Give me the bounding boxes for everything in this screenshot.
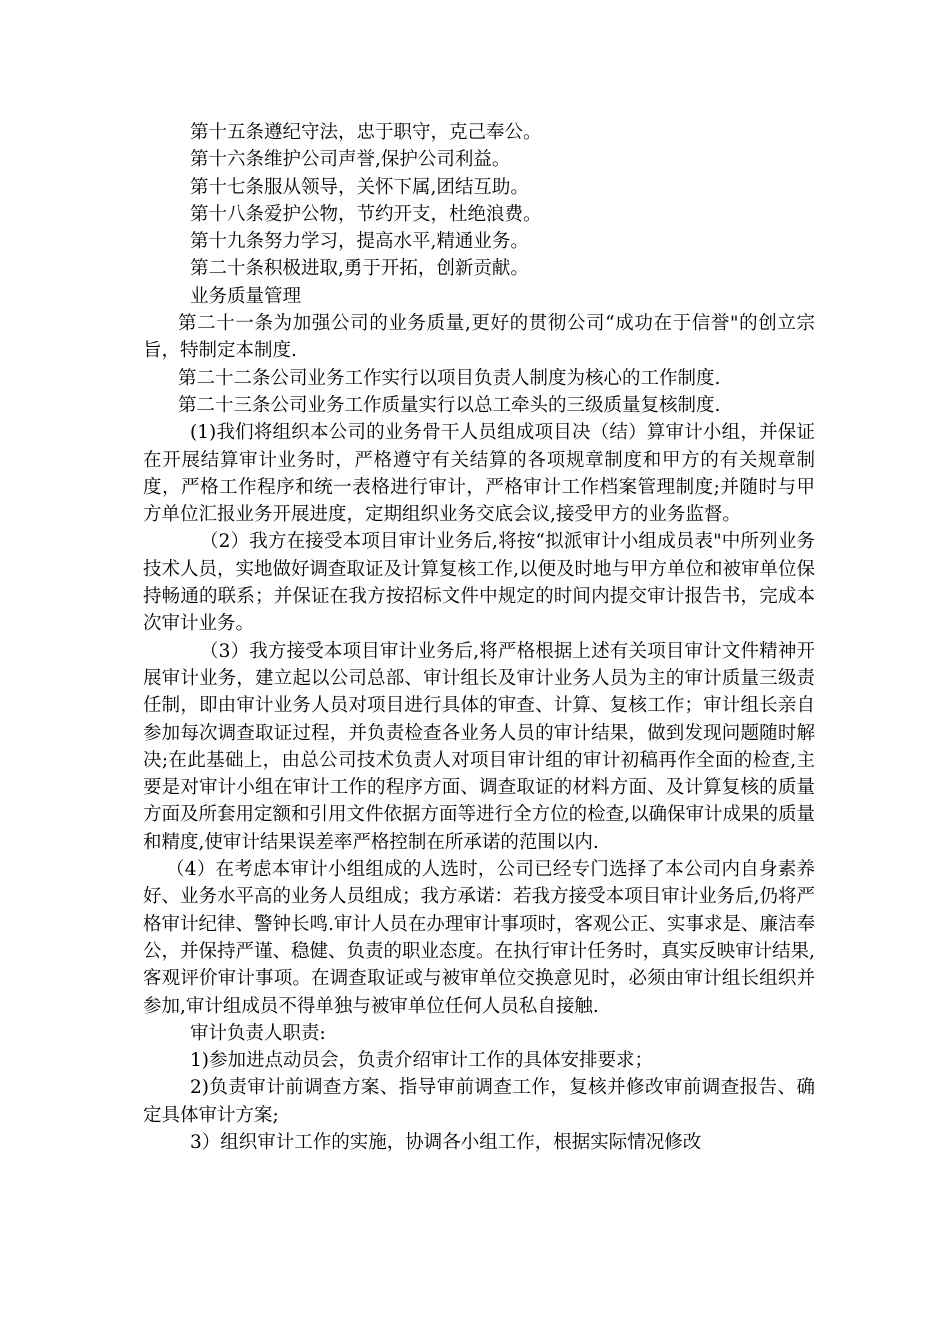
article-15: 第十五条遵纪守法，忠于职守，克己奉公。 [190,122,542,143]
document-body [143,119,815,1156]
article-20: 第二十条积极进取,勇于开拓，创新贡献。 [190,258,529,280]
clause-1: (1)我们将组织本公司的业务骨干人员组成项目决（结）算审计小组，并保证在开展结算审计业务时，严格遵守有关结算的各项规章制度和甲方的有关规章制度，严格工作程序和统一表格进行审计，严格审计工作档案管理制度;并随时与甲方单位汇报业务开展进度，定期组织业务交底会议,接受甲方的业务监督。 [143,422,815,526]
duty-2: 2)负责审计前调查方案、指导审前调查工作，复核并修改审前调查报告、确定具体审计方案; [143,1077,815,1126]
article-16: 第十六条维护公司声誉,保护公司利益。 [190,149,511,171]
article-23: 第二十三条公司业务工作质量实行以总工牵头的三级质量复核制度. [178,394,721,416]
clause-4: （4）在考虑本审计小组组成的人选时，公司已经专门选择了本公司内自身素养好、业务水平高的业务人员组成；我方承诺：若我方接受本项目审计业务后,仍将严格审计纪律、警钟长鸣.审计人员在办理审计事项时，客观公正、实事求是、廉洁奉公，并保持严谨、稳健、负责的职业态度。在执行审计任务时，真实反映审计结果,客观评价审计事项。在调查取证或与被审单位交换意见时，必须由审计组长组织并参加,审计组成员不得单独与被审单位任何人员私自接触. [143,859,815,1017]
responsibilities-heading: 审计负责人职责: [190,1022,326,1044]
article-17: 第十七条服从领导，关怀下属,团结互助。 [190,176,529,198]
clause-3: （3）我方接受本项目审计业务后,将严格根据上述有关项目审计文件精神开展审计业务，建立起以公司总部、审计组长及审计业务人员为主的审计质量三级责任制，即由审计业务人员对项目进行具体的审查、计算、复核工作；审计组长亲自参加每次调查取证过程，并负责检查各业务人员的审计结果，做到发现问题随时解决;在此基础上，由总公司技术负责人对项目审计组的审计初稿再作全面的检查,主要是对审计小组在审计工作的程序方面、调查取证的材料方面、及计算复核的质量方面及所套用定额和引用文件依据方面等进行全方位的检查,以确保审计成果的质量和精度,使审计结果误差率严格控制在所承诺的范围以内. [143,640,815,853]
article-18: 第十八条爱护公物，节约开支，杜绝浪费。 [190,203,542,225]
article-22: 第二十二条公司业务工作实行以项目负责人制度为核心的工作制度. [178,367,721,389]
clause-2: （2）我方在接受本项目审计业务后,将按“拟派审计小组成员表"中所列业务技术人员，实地做好调查取证及计算复核工作,以便及时地与甲方单位和被审单位保持畅通的联系；并保证在我方按招标文件中规定的时间内提交审计报告书，完成本次审计业务。 [143,531,815,635]
duty-3: 3）组织审计工作的实施，协调各小组工作，根据实际情况修改 [190,1131,702,1153]
article-19: 第十九条努力学习，提高水平,精通业务。 [190,231,529,253]
section-heading: 业务质量管理 [190,285,302,307]
duty-1: 1)参加进点动员会，负责介绍审计工作的具体安排要求； [190,1050,653,1072]
article-21: 第二十一条为加强公司的业务质量,更好的贯彻公司“成功在于信誉"的创立宗旨，特制定本制度. [143,313,815,362]
